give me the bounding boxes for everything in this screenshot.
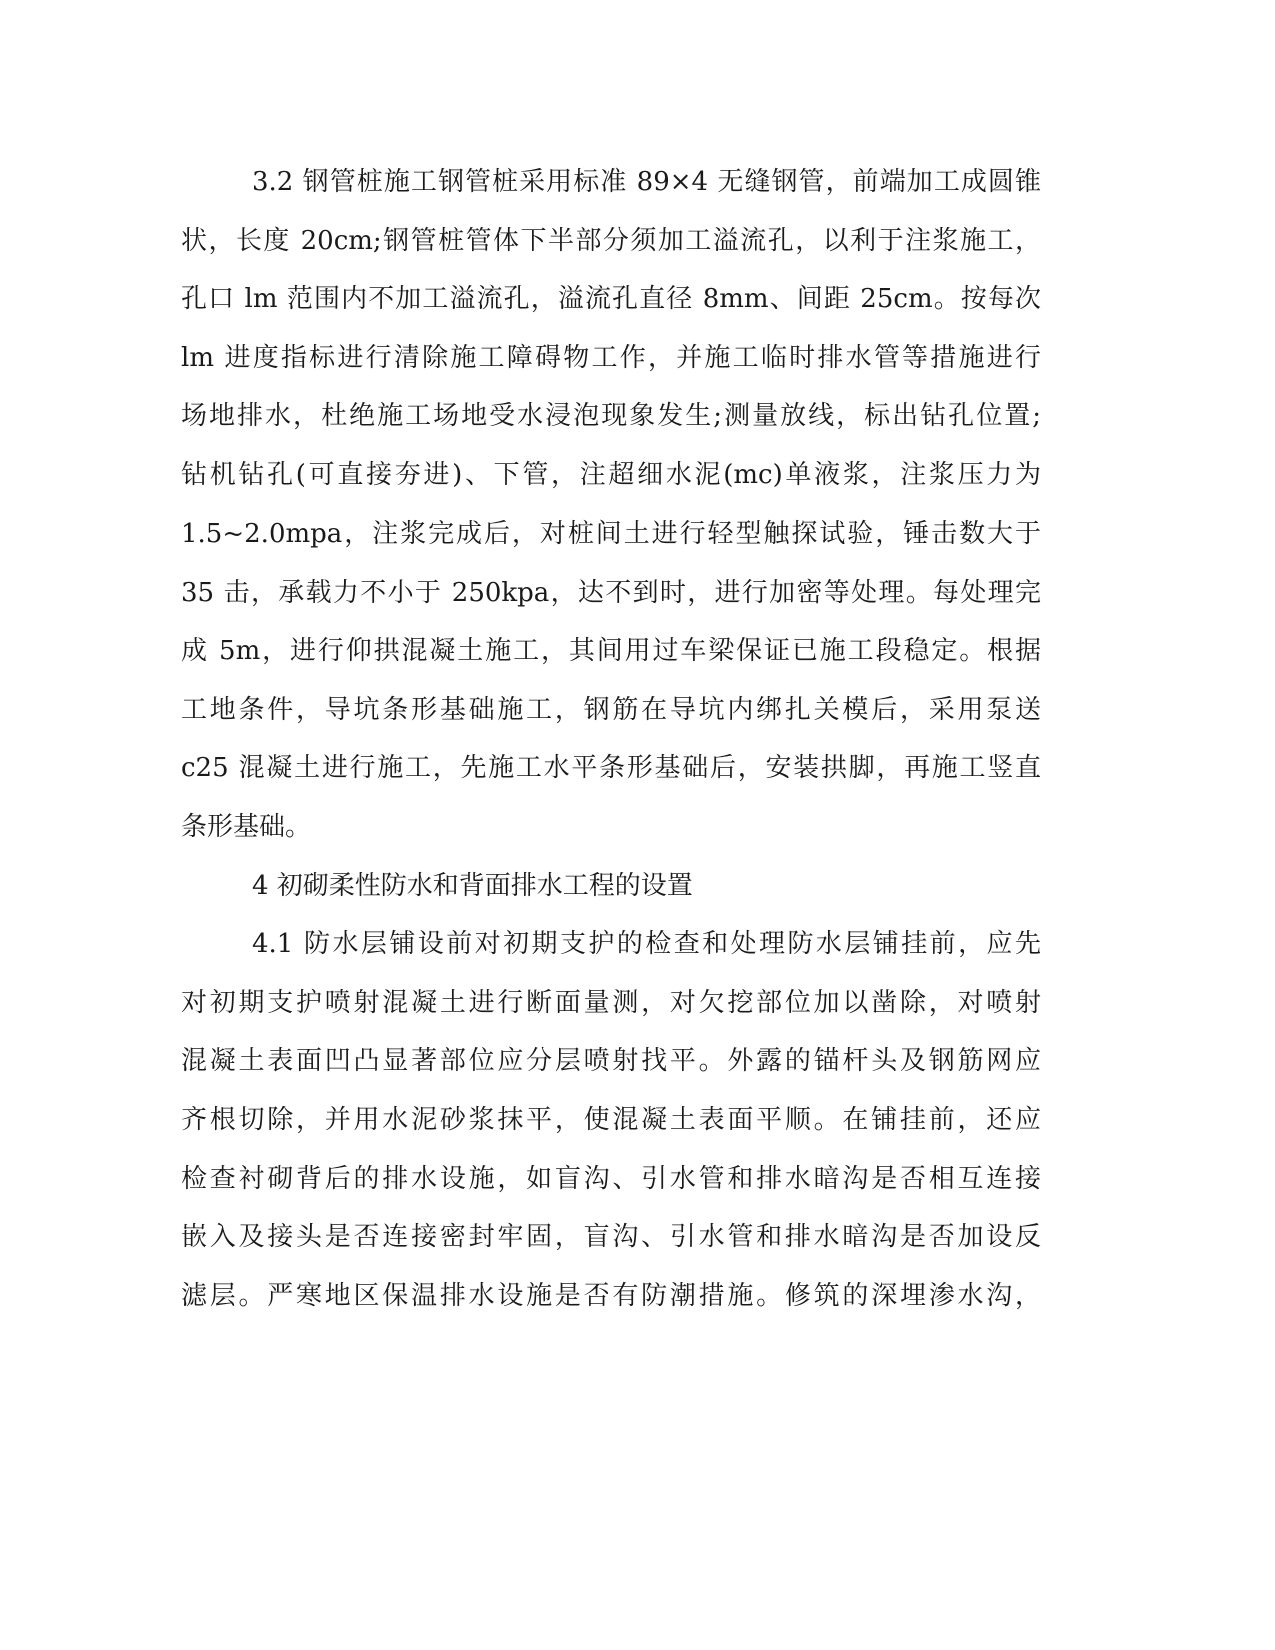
paragraph-3-line-2: 对初期支护喷射混凝土进行断面量测，对欠挖部位加以凿除，对喷射 bbox=[181, 988, 1041, 1018]
paragraph-3-line-7: 滤层。严寒地区保温排水设施是否有防潮措施。修筑的深埋渗水沟， bbox=[181, 1281, 1041, 1311]
paragraph-1-line-6: 钻机钻孔(可直接夯进)、下管，注超细水泥(mc)单液浆，注浆压力为 bbox=[181, 460, 1041, 490]
paragraph-1-line-7: 1.5~2.0mpa，注浆完成后，对桩间土进行轻型触探试验，锤击数大于 bbox=[181, 519, 1041, 549]
paragraph-1-line-5: 场地排水，杜绝施工场地受水浸泡现象发生;测量放线，标出钻孔位置; bbox=[181, 401, 1041, 431]
paragraph-1-line-2: 状，长度 20cm;钢管桩管体下半部分须加工溢流孔，以利于注浆施工， bbox=[181, 226, 1041, 256]
paragraph-1-line-3: 孔口 lm 范围内不加工溢流孔，溢流孔直径 8mm、间距 25cm。按每次 bbox=[181, 284, 1041, 314]
paragraph-3-line-4: 齐根切除，并用水泥砂浆抹平，使混凝土表面平顺。在铺挂前，还应 bbox=[181, 1105, 1041, 1135]
paragraph-3-line-5: 检查衬砌背后的排水设施，如盲沟、引水管和排水暗沟是否相互连接 bbox=[181, 1164, 1041, 1194]
section-heading: 4 初砌柔性防水和背面排水工程的设置 bbox=[252, 871, 693, 901]
paragraph-1-line-9: 成 5m，进行仰拱混凝土施工，其间用过车梁保证已施工段稳定。根据 bbox=[181, 636, 1041, 666]
paragraph-3-line-1: 4.1 防水层铺设前对初期支护的检查和处理防水层铺挂前，应先 bbox=[252, 929, 1041, 959]
paragraph-1-line-12: 条形基础。 bbox=[181, 812, 312, 842]
paragraph-3-line-3: 混凝土表面凹凸显著部位应分层喷射找平。外露的锚杆头及钢筋网应 bbox=[181, 1046, 1041, 1076]
paragraph-3-line-6: 嵌入及接头是否连接密封牢固，盲沟、引水管和排水暗沟是否加设反 bbox=[181, 1222, 1041, 1252]
paragraph-1-line-10: 工地条件，导坑条形基础施工，钢筋在导坑内绑扎关模后，采用泵送 bbox=[181, 695, 1041, 725]
paragraph-1-line-8: 35 击，承载力不小于 250kpa，达不到时，进行加密等处理。每处理完 bbox=[181, 578, 1041, 608]
paragraph-1-line-4: lm 进度指标进行清除施工障碍物工作，并施工临时排水管等措施进行 bbox=[181, 343, 1041, 373]
paragraph-1-line-1: 3.2 钢管桩施工钢管桩采用标准 89×4 无缝钢管，前端加工成圆锥 bbox=[252, 167, 1041, 197]
paragraph-1-line-11: c25 混凝土进行施工，先施工水平条形基础后，安装拱脚，再施工竖直 bbox=[181, 753, 1041, 783]
